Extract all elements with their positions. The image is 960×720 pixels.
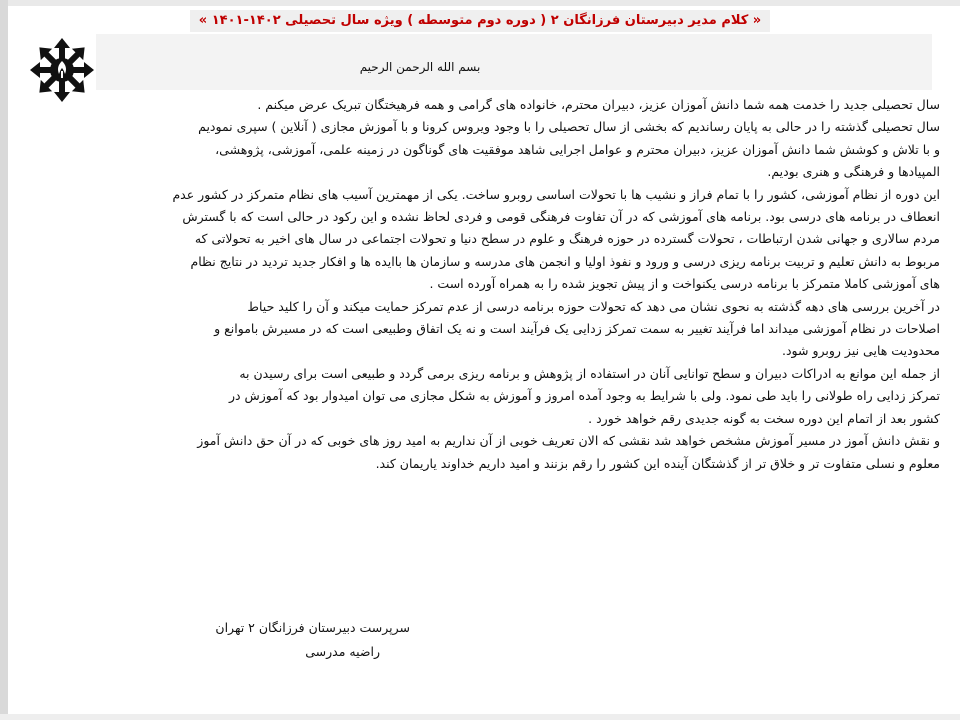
text-line: های آموزشی کاملا متمرکز با برنامه درسی یکنواخت و از پیش تجویز شده را به همراه آورده است . [429,276,940,292]
national-emblem-icon [30,38,94,102]
page-title: « کلام مدیر دبیرستان فرزانگان ۲ ( دوره دوم متوسطه ) ویژه سال تحصیلی ۱۴۰۲-۱۴۰۱ » [190,10,770,32]
text-line: مردم سالاری و جهانی شدن ارتباطات ، تحولات گسترده در حوزه فرهنگ و علوم در سطح دنیا و تحولات اجتماعی در سال های اخیر به تحولاتی که [194,231,940,247]
text-line: سال تحصیلی گذشته را در حالی به پایان رساندیم که بخشی از سال تحصیلی را با وجود ویروس کرونا و با آموزش مجازی ( آنلاین ) سپری نمودیم [198,119,940,135]
text-line: کشور بعد از اتمام این دوره سخت به گونه جدیدی رقم خواهد خورد . [588,410,940,426]
left-border [0,0,8,720]
text-line: در آخرین بررسی های دهه گذشته به نحوی نشان می دهد که تحولات حوزه برنامه درسی از عدم تمرکز حمایت میکند و آن را کلید حیاط [247,298,940,314]
signature-name: راضیه مدرسی [305,644,380,659]
text-line: المپیادها و فرهنگی و هنری بودیم. [767,164,940,180]
text-line: سال تحصیلی جدید را خدمت همه شما دانش آموزان عزیز، دبیران محترم، خانواده های گرامی و همه فرهیختگان تبریک عرض میکنم . [257,97,940,112]
text-line: مربوط به دانش تعلیم و تربیت برنامه ریزی درسی و ورود و نفوذ اولیا و انجمن های مدرسه و سازمان ها باایده ها و افکار جدید تردید در نتایج نظام [190,253,940,269]
text-line: تمرکز زدایی راه طولانی را باید طی نمود. ولی با شرایط به وجود آمده امروز و آموزش به شکل مجازی می توان امیدوار بود که آموزش در [228,388,940,404]
top-border [0,0,960,6]
text-line: و با تلاش و کوشش شما دانش آموزان عزیز، دبیران محترم و عوامل اجرایی شاهد موفقیت های گوناگون در زمینه علمی، آموزشی، پژوهشی، [215,141,940,157]
signature-title: سرپرست دبیرستان فرزانگان ۲ تهران [215,620,410,635]
text-line: از جمله این موانع به ادراکات دبیران و سطح توانایی آنان در استفاده از پژوهش و برنامه ریزی برمی گردد و طبیعی است برای رسیدن به [239,365,940,381]
text-line: اصلاحات در نظام آموزشی میداند اما فرآیند تغییر به سمت تمرکز زدایی یک فرآیند است و نه یک اتفاق وطبیعی است که در مسیرش باموانع و [214,321,940,337]
message-body [20,94,940,475]
bismillah-heading: بسم الله الرحمن الرحیم [359,60,481,74]
text-line: و نقش دانش آموز در مسیر آموزش مشخص خواهد شد نقشی که الان تعریف خوبی از آن نداریم به امید روز های خوبی که در آن حق دانش آموز [197,433,940,449]
text-line: محدودیت هایی نیز روبرو شود. [782,343,940,359]
text-line: این دوره از نظام آموزشی، کشور را با تمام فراز و نشیب ها با تحولات اساسی روبرو ساخت. یکی از مهمترین آسیب های نظام متمرکز در کشور عدم [172,186,940,202]
bottom-border [0,714,960,720]
text-line: معلوم و نسلی متفاوت تر و خلاق تر از گذشتگان آینده این کشور را رقم بزنند و امید داریم خداوند یاریمان کند. [375,455,940,471]
text-line: انعطاف در برنامه های درسی بود. برنامه های آموزشی که در آن تفاوت فرهنگی قومی و فردی لحاظ نشده و این رکود در حالی است که با گسترش [182,209,940,225]
